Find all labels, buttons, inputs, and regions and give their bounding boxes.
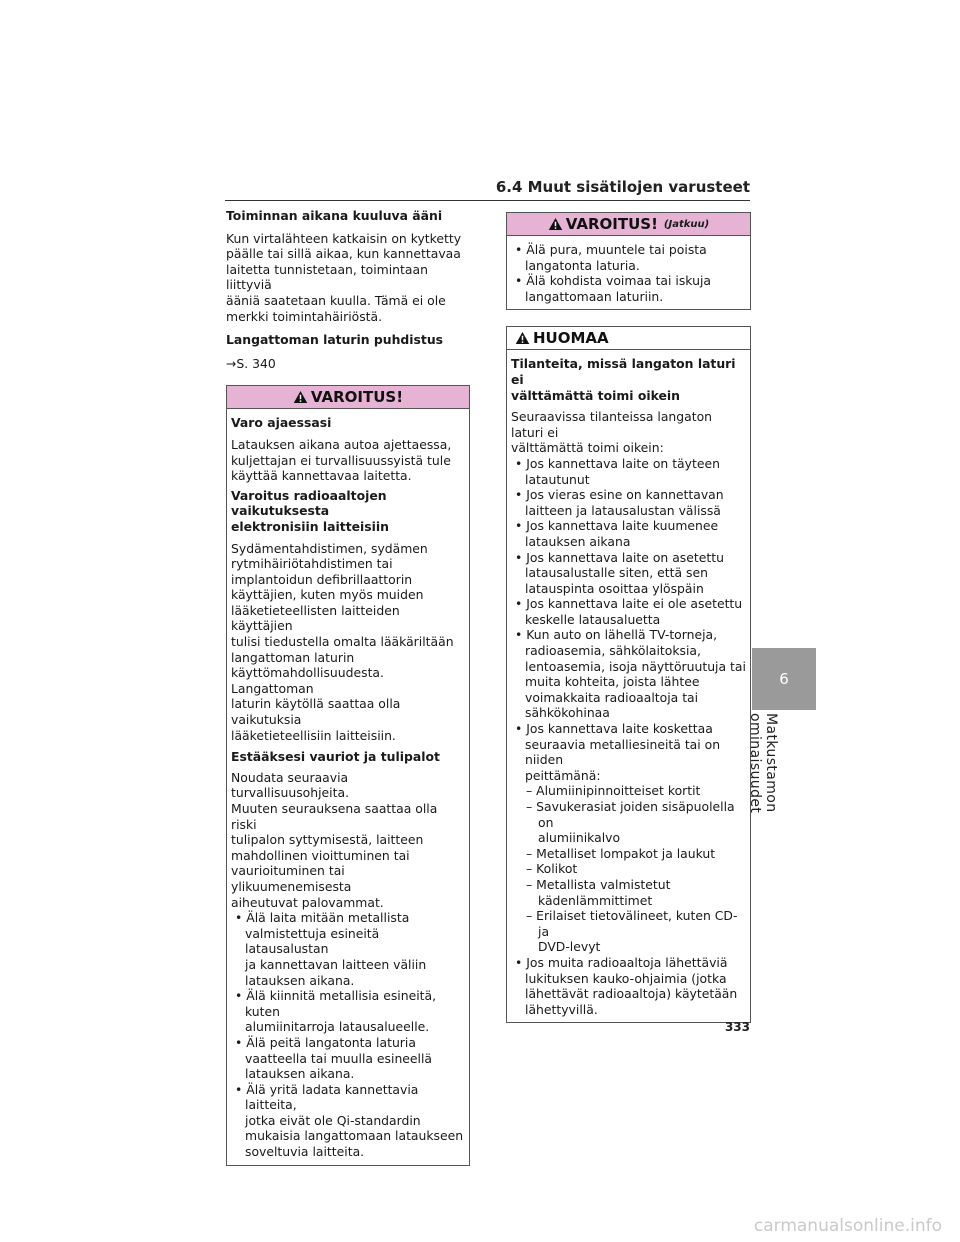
sub-list-item bbox=[511, 846, 746, 862]
left-column bbox=[226, 208, 470, 1166]
text-line: • Älä yritä ladata kannettavia laitteita, bbox=[235, 1081, 419, 1113]
text-line: – Erilaiset tietovälineet, kuten CD- ja bbox=[526, 908, 738, 939]
text-line: käyttää kannettavaa laitetta. bbox=[231, 468, 412, 484]
list-item bbox=[511, 721, 746, 783]
text-line: • Älä kiinnitä metallisia esineitä, kuten bbox=[235, 988, 437, 1019]
text-line: • Älä peitä langatonta laturia bbox=[235, 1034, 416, 1050]
notice-box-header bbox=[507, 327, 750, 350]
text-line: ja kannettavan laitteen väliin bbox=[245, 956, 427, 972]
text-line: latausalustalle siten, että sen bbox=[525, 565, 708, 581]
text-line: – Kolikot bbox=[526, 861, 578, 877]
text-line: voimakkaita radioaaltoja tai bbox=[525, 689, 699, 705]
heading-cleaning: Langattoman laturin puhdistus bbox=[226, 332, 444, 348]
text-line: – Savukerasiat joiden sisäpuolella on bbox=[526, 799, 735, 830]
warning-box-header bbox=[227, 386, 469, 409]
text-line: • Älä laita mitään metallista bbox=[235, 910, 410, 926]
list-item bbox=[511, 456, 746, 487]
paragraph-operating-sound bbox=[226, 231, 470, 325]
text-line: lääketieteellisiin laitteisiin. bbox=[231, 727, 396, 743]
text-line: tulisi tiedustella omalta lääkäriltään bbox=[231, 634, 454, 650]
text-line: päälle tai sillä aikaa, kun kannettavaa bbox=[226, 246, 461, 262]
chapter-title-vertical: Matkustamon ominaisuudet bbox=[747, 713, 779, 814]
text-line: radioasemia, sähkölaitoksia, bbox=[525, 643, 701, 659]
text-line: kädenlämmittimet bbox=[538, 892, 653, 908]
warning-heading-radio: elektronisiin laitteisiin bbox=[231, 518, 389, 534]
text-line: alumiinikalvo bbox=[538, 830, 621, 846]
text-line: langattoman laturin bbox=[231, 649, 355, 665]
text-line: kuljettajan ei turvallisuussyistä tule bbox=[231, 452, 451, 468]
notice-heading: välttämättä toimi oikein bbox=[511, 387, 680, 403]
section-title: 6.4 Muut sisätilojen varusteet bbox=[495, 178, 750, 196]
text-line: laitteen ja latausalustan välissä bbox=[525, 502, 721, 518]
text-line: • Jos kannettava laite kuumenee bbox=[515, 518, 719, 534]
sub-list-item bbox=[511, 799, 746, 846]
text-line: sähkökohinaa bbox=[525, 705, 610, 721]
text-line: peittämänä: bbox=[525, 767, 601, 783]
page-number: 333 bbox=[724, 1020, 750, 1034]
text-line: latauksen aikana. bbox=[245, 1066, 355, 1082]
warning-heading-driving: Varo ajaessasi bbox=[231, 415, 332, 431]
list-item bbox=[231, 988, 465, 1035]
sub-list-item bbox=[511, 861, 746, 877]
warning-triangle-icon bbox=[515, 331, 530, 345]
warning-box-header bbox=[507, 213, 750, 236]
text-line: vaurioituminen tai ylikuumenemisesta bbox=[231, 863, 352, 894]
text-line: valmistettuja esineitä latausalustan bbox=[245, 925, 380, 957]
sub-list-item bbox=[511, 783, 746, 799]
text-line: ääniä saatetaan kuulla. Tämä ei ole bbox=[226, 292, 446, 308]
text-line: lukituksen kauko-ohjaimia (jotka bbox=[525, 970, 727, 986]
text-line: • Jos vieras esine on kannettavan bbox=[515, 487, 724, 503]
text-line: muita kohteita, joista lähtee bbox=[525, 674, 700, 690]
text-line: • Älä pura, muuntele tai poista bbox=[515, 242, 707, 257]
text-line: implantoidun defibrillaattorin bbox=[231, 571, 413, 587]
text-line: tulipalon syttymisestä, laitteen bbox=[231, 832, 424, 848]
text-line: • Kun auto on lähellä TV-torneja, bbox=[515, 627, 718, 643]
text-line: keskelle latausaluetta bbox=[525, 611, 661, 627]
text-line: langattomaan laturiin. bbox=[525, 288, 664, 304]
sub-list-item bbox=[511, 877, 746, 908]
page-reference[interactable]: →S. 340 bbox=[226, 355, 276, 371]
text-line: seuraavia metalliesineitä tai on niiden bbox=[525, 736, 721, 768]
list-item bbox=[511, 550, 746, 597]
text-line: rytmihäiriötahdistimen tai bbox=[231, 556, 393, 572]
right-column bbox=[506, 212, 751, 1023]
text-line: Seuraavissa tilanteissa langaton laturi ei bbox=[511, 409, 713, 440]
text-line: laitetta tunnistetaan, toimintaan liittyviä bbox=[226, 261, 428, 293]
text-line: Noudata seuraavia turvallisuusohjeita. bbox=[231, 769, 350, 801]
warning-label: VAROITUS! bbox=[565, 215, 658, 233]
warning-box-body bbox=[507, 236, 750, 309]
text-line: lähettyvillä. bbox=[525, 1001, 598, 1017]
heading-operating-sound: Toiminnan aikana kuuluva ääni bbox=[226, 208, 443, 223]
text-line: • Jos kannettava laite on asetettu bbox=[515, 549, 724, 565]
text-line: langatonta laturia. bbox=[525, 257, 640, 273]
header-rule bbox=[225, 200, 750, 201]
watermark: carmanualsonline.info bbox=[753, 1216, 942, 1236]
text-line: välttämättä toimi oikein: bbox=[511, 440, 664, 456]
list-item bbox=[511, 627, 746, 721]
text-line: Kun virtalähteen katkaisin on kytketty bbox=[226, 230, 462, 246]
warning-label: VAROITUS! bbox=[310, 388, 404, 407]
text-line: lähettävät radioaaltoja) käytetään bbox=[525, 986, 738, 1002]
text-line: • Jos kannettava laite on täyteen bbox=[515, 455, 720, 471]
list-item bbox=[511, 273, 746, 304]
continued-label: (Jatkuu) bbox=[663, 218, 710, 230]
chapter-tab[interactable]: 6 bbox=[752, 648, 816, 710]
list-item bbox=[511, 596, 746, 627]
warning-continued-box bbox=[506, 212, 751, 310]
text-line: soveltuvia laitteita. bbox=[245, 1144, 365, 1160]
list-item bbox=[231, 1082, 465, 1160]
list-item bbox=[231, 910, 465, 988]
text-line: lentoasemia, isoja näyttöruutuja tai bbox=[525, 658, 746, 674]
notice-heading: Tilanteita, missä langaton laturi ei bbox=[511, 356, 736, 387]
text-line: latauspinta osoittaa ylöspäin bbox=[525, 580, 704, 596]
list-item bbox=[511, 518, 746, 549]
text-line: • Jos kannettava laite ei ole asetettu bbox=[515, 596, 743, 612]
text-line: merkki toimintahäiriöstä. bbox=[226, 308, 383, 324]
list-item bbox=[511, 955, 746, 1017]
notice-box bbox=[506, 326, 751, 1023]
warning-heading-radio: Varoitus radioaaltojen vaikutuksesta bbox=[231, 487, 387, 519]
text-line: mukaisia langattomaan lataukseen bbox=[245, 1128, 464, 1144]
notice-label: HUOMAA bbox=[533, 329, 609, 348]
text-line: lääketieteellisten laitteiden käyttäjien bbox=[231, 602, 400, 634]
text-line: • Jos muita radioaaltoja lähettäviä bbox=[515, 954, 728, 970]
text-line: alumiinitarroja latausalueelle. bbox=[245, 1019, 430, 1035]
text-line: vaatteella tai muulla esineellä bbox=[245, 1050, 433, 1066]
text-line: latauksen aikana. bbox=[245, 972, 355, 988]
text-line: • Älä kohdista voimaa tai iskuja bbox=[515, 273, 711, 289]
text-line: mahdollinen vioittuminen tai bbox=[231, 847, 410, 863]
warning-triangle-icon bbox=[293, 390, 308, 404]
text-line: – Metallista valmistetut bbox=[526, 876, 671, 892]
text-line: • Jos kannettava laite koskettaa bbox=[515, 721, 713, 737]
list-item bbox=[511, 487, 746, 518]
text-line: jotka eivät ole Qi-standardin bbox=[245, 1112, 421, 1128]
text-line: DVD-levyt bbox=[538, 939, 601, 955]
list-item bbox=[231, 1035, 465, 1082]
warning-box bbox=[226, 385, 470, 1165]
text-line: – Metalliset lompakot ja laukut bbox=[526, 845, 716, 861]
text-line: – Alumiinipinnoitteiset kortit bbox=[526, 783, 701, 799]
warning-box-body bbox=[227, 409, 469, 1164]
text-line: Latauksen aikana autoa ajettaessa, bbox=[231, 436, 452, 452]
sub-list-item bbox=[511, 908, 746, 955]
text-line: Muuten seurauksena saattaa olla riski bbox=[231, 801, 438, 832]
text-line: Sydämentahdistimen, sydämen bbox=[231, 540, 428, 556]
text-line: laturin käytöllä saattaa olla vaikutuksia bbox=[231, 696, 401, 728]
notice-box-body bbox=[507, 350, 750, 1022]
warning-triangle-icon bbox=[548, 217, 563, 231]
list-item bbox=[511, 242, 746, 273]
text-line: aiheutuvat palovammat. bbox=[231, 894, 384, 910]
text-line: latauksen aikana bbox=[525, 533, 631, 549]
text-line: käyttömahdollisuudesta. Langattoman bbox=[231, 665, 384, 696]
warning-heading-fire: Estääksesi vauriot ja tulipalot bbox=[231, 749, 440, 765]
text-line: käyttäjien, kuten myös muiden bbox=[231, 587, 424, 603]
text-line: latautunut bbox=[525, 471, 590, 487]
